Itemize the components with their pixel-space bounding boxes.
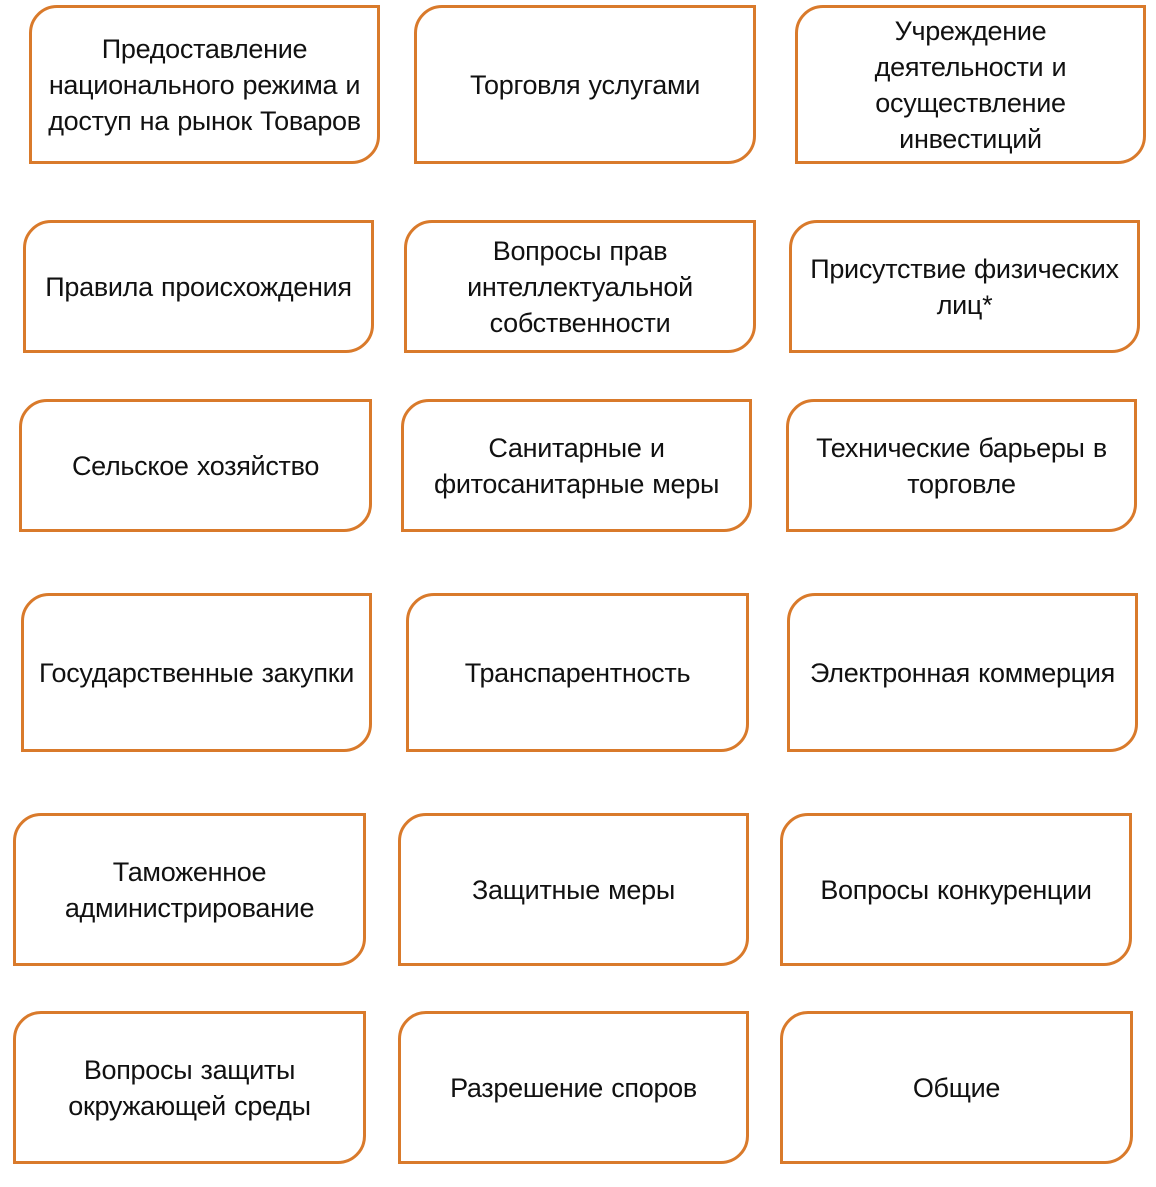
box-rules-of-origin — [23, 220, 374, 353]
box-e-commerce — [787, 593, 1138, 752]
box-establishment-investment — [795, 5, 1146, 164]
box-intellectual-property — [404, 220, 756, 353]
box-label: Правила происхождения — [45, 271, 352, 302]
box-label: Вопросы конкуренции — [820, 874, 1092, 905]
box-technical-barriers — [786, 399, 1137, 532]
box-label: Защитные меры — [472, 874, 675, 905]
box-government-procurement — [21, 593, 372, 752]
box-label: Учреждение деятельности и осуществление инвестиций — [874, 15, 1067, 154]
box-sanitary-phytosanitary — [401, 399, 752, 532]
box-label: Транспарентность — [464, 657, 691, 688]
box-label: Технические барьеры в торговле — [816, 432, 1107, 499]
box-label: Таможенное администрирование — [64, 856, 315, 923]
box-label: Сельское хозяйство — [71, 450, 320, 481]
box-label: Государственные закупки — [38, 657, 354, 688]
box-environment — [13, 1011, 366, 1164]
box-movement-of-persons — [789, 220, 1140, 353]
box-label: Электронная коммерция — [810, 657, 1115, 688]
box-safeguard-measures — [398, 813, 749, 966]
box-agriculture — [19, 399, 372, 532]
box-label: Разрешение споров — [450, 1072, 697, 1103]
box-label: Вопросы защиты окружающей среды — [68, 1054, 311, 1121]
box-general — [780, 1011, 1133, 1164]
box-label: Вопросы прав интеллектуальной собственности — [467, 235, 693, 338]
box-label: Предоставление национального режима и доступ на рынок Товаров — [48, 33, 361, 136]
box-label: Общие — [912, 1072, 1001, 1103]
box-competition — [780, 813, 1132, 966]
box-label: Присутствие физических лиц* — [810, 253, 1119, 320]
box-customs-administration — [13, 813, 366, 966]
box-transparency — [406, 593, 749, 752]
box-trade-in-services — [414, 5, 756, 164]
box-goods-market-access — [29, 5, 380, 164]
box-label: Санитарные и фитосанитарные меры — [433, 432, 720, 499]
box-label: Торговля услугами — [469, 69, 701, 100]
box-dispute-settlement — [398, 1011, 749, 1164]
